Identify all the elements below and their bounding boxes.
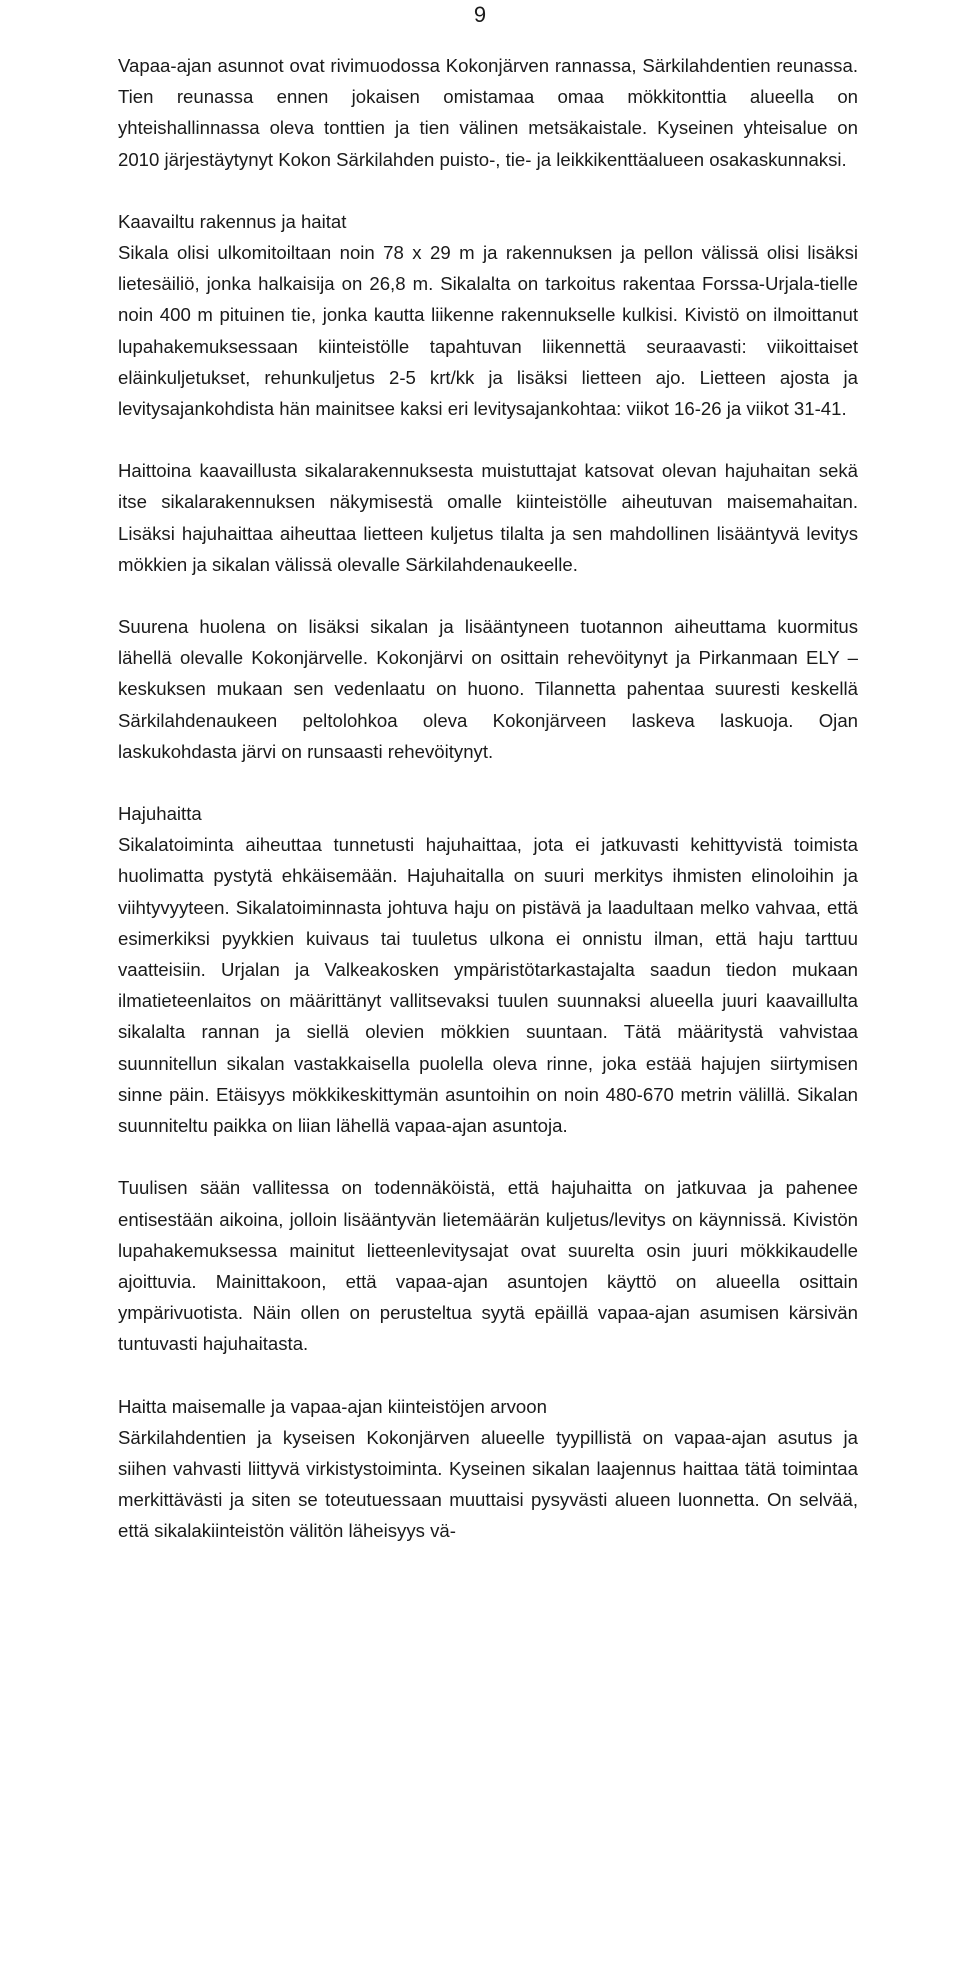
paragraph-text: Suurena huolena on lisäksi sikalan ja lisääntyneen tuotannon aiheuttama kuormitus lähellä olevalle Kokonjärvelle. Kokonjärvi on osittain rehevöitynyt ja Pirkanmaan ELY –keskuksen mukaan sen vedenlaatu on huono. Tilannetta pahentaa suuresti keskellä Särkilahdenaukeen peltolohkoa oleva Kokonjärveen laskeva laskuoja. Ojan laskukohdasta järvi on runsaasti rehevöitynyt. xyxy=(118,616,858,762)
section-heading: Hajuhaitta xyxy=(118,803,202,825)
paragraph-text: Särkilahdentien ja kyseisen Kokonjärven alueelle tyypillistä on vapaa-ajan asutus ja siihen vahvasti liittyvä virkistystoiminta. Kyseinen sikalan laajennus haittaa tätä toimintaa merkittävästi ja siten se toteutuessaan muuttaisi pysyvästi alueen luonnetta. On selvää, että sikalakiinteistön välitön läheisyys vä- xyxy=(118,1426,858,1542)
paragraph-odour xyxy=(118,798,858,1141)
paragraph-planned-building xyxy=(118,206,858,424)
paragraph-landscape xyxy=(118,1391,858,1547)
paragraph-text: Sikalatoiminta aiheuttaa tunnetusti hajuhaittaa, jota ei jatkuvasti kehittyvistä toimista huolimatta pystytä ehkäisemään. Hajuhaitalla on suuri merkitys ihmisten elinoloihin ja viihtyvyyteen. Sikalatoiminnasta johtuva haju on pistävä ja laadultaan melko vahvaa, että esimerkiksi pyykkien kuivaus tai tuuletus ulkona ei onnistu ilman, että haju tarttuu vaatteisiin. Urjalan ja Valkeakosken ympäristötarkastajalta saadun tiedon mukaan ilmatieteenlaitos on määrittänyt vallitsevaksi tuulen suunnaksi alueella juuri kaavaillulta sikalalta rannan ja siellä olevien mökkien suuntaan. Tätä määritystä vahvistaa suunnitellun sikalan vastakkaisella puolella oleva rinne, joka estää hajujen siirtymisen sinne päin. Etäisyys mökkikeskittymän asuntoihin on noin 480-670 metrin välillä. Sikalan suunniteltu paikka on liian lähellä vapaa-ajan asuntoja. xyxy=(118,834,858,1137)
paragraph-lake-load xyxy=(118,611,858,767)
page-number: 9 xyxy=(473,2,487,27)
paragraph-nuisances xyxy=(118,455,858,580)
section-heading: Kaavailtu rakennus ja haitat xyxy=(118,210,347,232)
paragraph-intro xyxy=(118,50,858,175)
paragraph-windy-weather xyxy=(118,1172,858,1359)
section-heading: Haitta maisemalle ja vapaa-ajan kiinteistöjen arvoon xyxy=(118,1395,547,1417)
paragraph-text: Haittoina kaavaillusta sikalarakennuksesta muistuttajat katsovat olevan hajuhaitan sekä itse sikalarakennuksen näkymisestä omalle kiinteistölle aiheutuvan maisemahaitan. Lisäksi hajuhaittaa aiheuttaa lietteen kuljetus tilalta ja sen mahdollinen lisääntyvä levitys mökkien ja sikalan välissä olevalle Särkilahdenaukeelle. xyxy=(118,460,858,575)
document-body xyxy=(118,50,858,1547)
paragraph-text: Tuulisen sään vallitessa on todennäköistä, että hajuhaitta on jatkuvaa ja pahenee entisestään aikoina, jolloin lisääntyvän lietemäärän kuljetus/levitys on käynnissä. Kivistön lupahakemuksessa mainitut lietteenlevitysajat ovat suurelta osin juuri mökkikaudelle ajoittuvia. Mainittakoon, että vapaa-ajan asuntojen käyttö on alueella osittain ympärivuotista. Näin ollen on perusteltua syytä epäillä vapaa-ajan asumisen kärsivän tuntuvasti hajuhaitasta. xyxy=(118,1177,858,1355)
paragraph-text: Vapaa-ajan asunnot ovat rivimuodossa Kokonjärven rannassa, Särkilahdentien reunassa. Tien reunassa ennen jokaisen omistamaa omaa mökkitonttia alueella on yhteishallinnassa oleva tonttien ja tien välinen metsäkaistale. Kyseinen yhteisalue on 2010 järjestäytynyt Kokon Särkilahden puisto-, tie- ja leikkikenttäalueen osakaskunnaksi. xyxy=(118,55,858,170)
paragraph-text: Sikala olisi ulkomitoiltaan noin 78 x 29 m ja rakennuksen ja pellon välissä olisi lisäksi lietesäiliö, jonka halkaisija on 26,8 m. Sikalalta on tarkoitus rakentaa Forssa-Urjala-tielle noin 400 m pituinen tie, jonka kautta liikenne rakennukselle kulkisi. Kivistö on ilmoittanut lupahakemuksessaan kiinteistölle tapahtuvan liikennettä seuraavasti: viikoittaiset eläinkuljetukset, rehunkuljetus 2-5 krt/kk ja lisäksi lietteen ajo. Lietteen ajosta ja levitysajankohdista hän mainitsee kaksi eri levitysajankohtaa: viikot 16-26 ja viikot 31-41. xyxy=(118,242,858,420)
